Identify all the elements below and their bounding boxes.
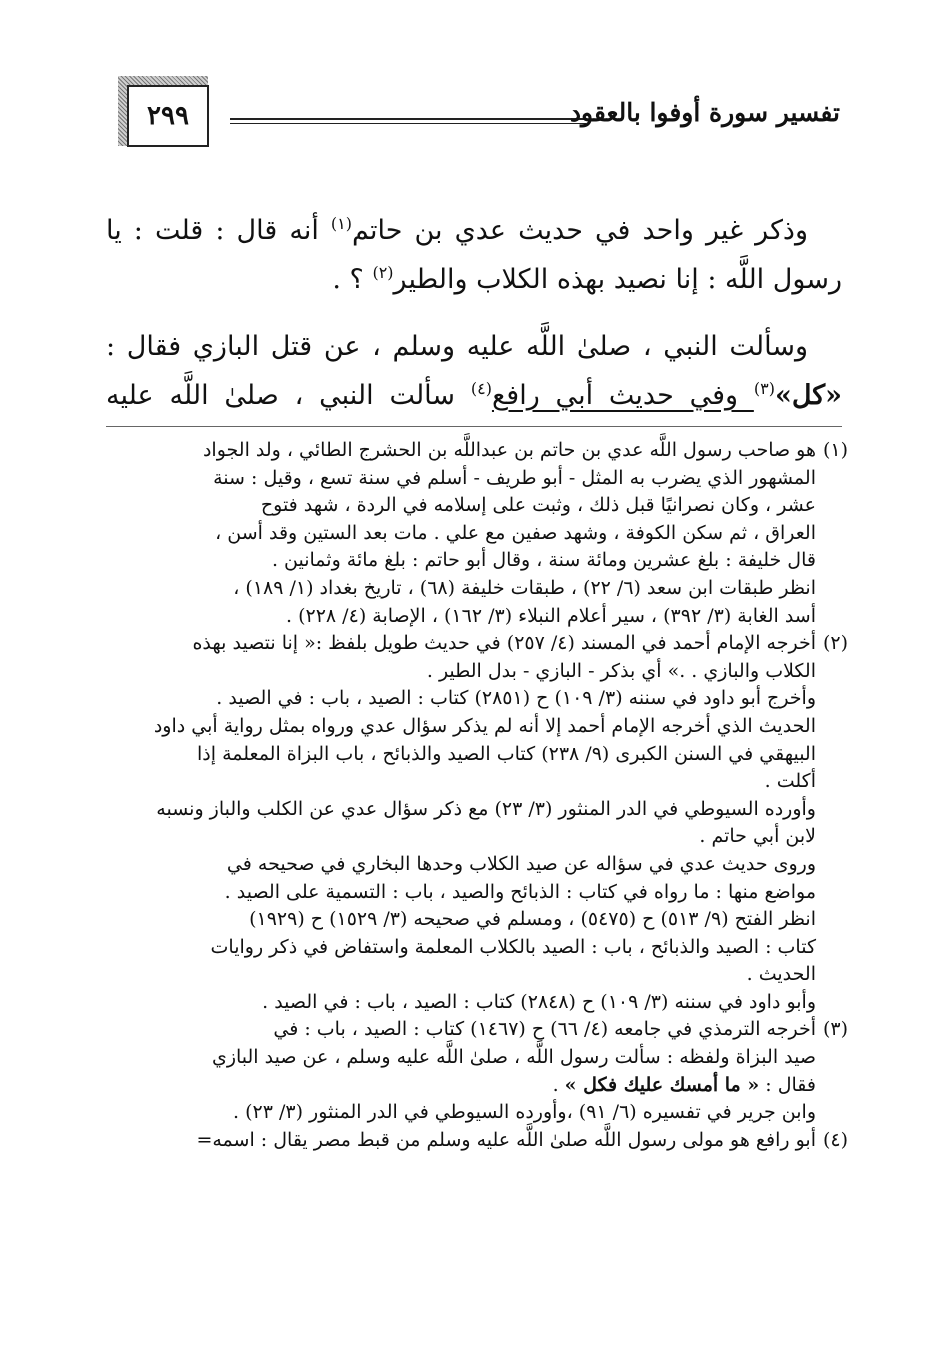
body-paragraph-2 — [106, 322, 842, 420]
footnote-line: أبو رافع هو مولى رسول اللَّه صلىٰ اللَّه عليه وسلم من قبط مصر يقال : اسمه= — [196, 1128, 816, 1151]
running-title: تفسير سورة أوفوا بالعقود — [569, 98, 840, 127]
p1-text-2: أنه قال : قلت : يا رسول اللَّه : إنا نصيد بهذه الكلاب والطير — [106, 215, 842, 295]
footnote-ref-2: (٢) — [372, 263, 394, 282]
footnote-line: المشهور الذي يضرب به المثل - أبو طريف - أسلم في سنة تسع ، وقيل : سنة — [213, 466, 816, 489]
footnote-4 — [106, 1127, 848, 1155]
footnote-line: أخرجه الترمذي في جامعه (٤/ ٦٦) ح (١٤٦٧) كتاب : الصيد ، باب : في — [273, 1018, 816, 1041]
body-paragraph-1 — [106, 206, 842, 304]
footnote-1 — [106, 437, 848, 630]
footnote-number: (٣) — [822, 1018, 848, 1041]
footnote-ref-3: (٣) — [753, 379, 775, 398]
footnote-3 — [106, 1016, 848, 1126]
footnote-line: أسد الغابة (٣/ ٣٩٢) ، سير أعلام النبلاء (٣/ ١٦٢) ، الإصابة (٤/ ٢٢٨) . — [286, 604, 816, 627]
footnote-line: وأخرج أبو داود في سننه (٣/ ١٠٩) ح (٢٨٥١) كتاب : الصيد ، باب : في الصيد . — [216, 687, 816, 710]
p2-text-3: سألت النبي ، صلىٰ اللَّه عليه — [106, 380, 471, 411]
footnote-line: وأورده السيوطي في الدر المنثور (٣/ ٢٣) مع ذكر سؤال عدي عن الكلب والباز ونسبه — [156, 797, 816, 820]
quote-kul: «كل» — [774, 380, 842, 411]
page-number: ٢٩٩ — [127, 85, 209, 147]
footnote-line: انظر طبقات ابن سعد (٦/ ٢٢) ، طبقات خليفة (٦٨) ، تاريخ بغداد (١/ ١٨٩) ، — [233, 576, 816, 599]
footnote-line: الكلاب والبازي . .» أي بذكر - البازي - بدل الطير . — [426, 659, 816, 682]
footnote-ref-4: (٤) — [470, 379, 492, 398]
p1-text-3: ؟ . — [332, 264, 373, 295]
header-rule — [230, 118, 586, 124]
footnote-line: البيهقي في السنن الكبرى (٩/ ٢٣٨) كتاب الصيد والذبائح ، باب البزاة المعلمة إذا — [197, 742, 816, 765]
p1-text-1: وذكر غير واحد في حديث عدي بن حاتم — [352, 215, 808, 246]
footnote-number: (٢) — [822, 632, 848, 655]
footnote-text: . — [552, 1073, 565, 1096]
footnote-line: مواضع منها : ما رواه في كتاب : الذبائح والصيد ، باب : التسمية على الصيد . — [224, 880, 816, 903]
footnote-line: وأبو داود في سننه (٣/ ١٠٩) ح (٢٨٤٨) كتاب : الصيد ، باب : في الصيد . — [262, 990, 816, 1013]
footnote-line: عشر ، وكان نصرانيًا قبل ذلك ، وثبت على إسلامه في الردة ، شهد فتوح — [260, 494, 816, 517]
page-number-box — [118, 76, 218, 154]
footnote-line: قال خليفة : بلغ عشرين ومائة سنة ، وقال أبو حاتم : بلغ مائة وثمانين . — [271, 549, 816, 572]
p2-text-1: وسألت النبي ، صلىٰ اللَّه عليه وسلم ، عن قتل البازي فقال : — [106, 331, 808, 362]
footnote-line: وابن جرير في تفسيره (٦/ ٩١) ،وأورده السيوطي في الدر المنثور (٣/ ٢٣) . — [233, 1101, 816, 1124]
footnote-line: صيد البزاة ولفظه : سألت رسول اللَّه ، صلىٰ اللَّه عليه وسلم ، عن صيد البازي — [211, 1046, 816, 1069]
footnote-line: أخرجه الإمام أحمد في المسند (٤/ ٢٥٧) في حديث طويل بلفظ :« إنا نتصيد بهذه — [192, 632, 816, 655]
footnote-line: أكلت . — [764, 770, 816, 793]
footnote-separator — [106, 426, 842, 427]
footnote-text: فقال : — [759, 1073, 816, 1096]
footnotes — [106, 437, 848, 1154]
footnote-line — [106, 1072, 816, 1100]
footnote-line: وروى حديث عدي في سؤاله عن صيد الكلاب وحدها البخاري في صحيحه في — [226, 852, 816, 875]
hadith-quote: « ما أمسك عليك فكل » — [564, 1073, 760, 1096]
footnote-line: العراق ، ثم سكن الكوفة ، وشهد صفين مع علي . مات بعد الستين وقد أسن ، — [215, 521, 816, 544]
footnote-ref-1: (١) — [330, 214, 352, 233]
footnote-number: (١) — [822, 439, 848, 461]
footnote-number: (٤) — [822, 1128, 848, 1151]
footnote-line: هو صاحب رسول اللَّه عدي بن حاتم بن عبداللَّه بن الحشرج الطائي ، ولد الجواد — [202, 439, 816, 461]
footnote-line: انظر الفتح (٩/ ٥١٣) ح (٥٤٧٥) ، ومسلم في صحيحه (٣/ ١٥٢٩) ح (١٩٢٩) — [249, 908, 816, 931]
footnote-line: كتاب : الصيد والذبائح ، باب : الصيد بالكلاب المعلمة واستفاض في ذكر روايات — [210, 935, 816, 958]
p2-text-2: وفي حديث أبي رافع — [491, 380, 754, 411]
footnote-line: لابن أبي حاتم . — [699, 825, 816, 848]
footnote-line: الحديث الذي أخرجه الإمام أحمد إلا أنه لم يذكر سؤال عدي ورواه بمثل رواية أبي داود — [153, 714, 816, 737]
footnote-line: الحديث . — [746, 963, 816, 986]
footnote-2 — [106, 630, 848, 1016]
